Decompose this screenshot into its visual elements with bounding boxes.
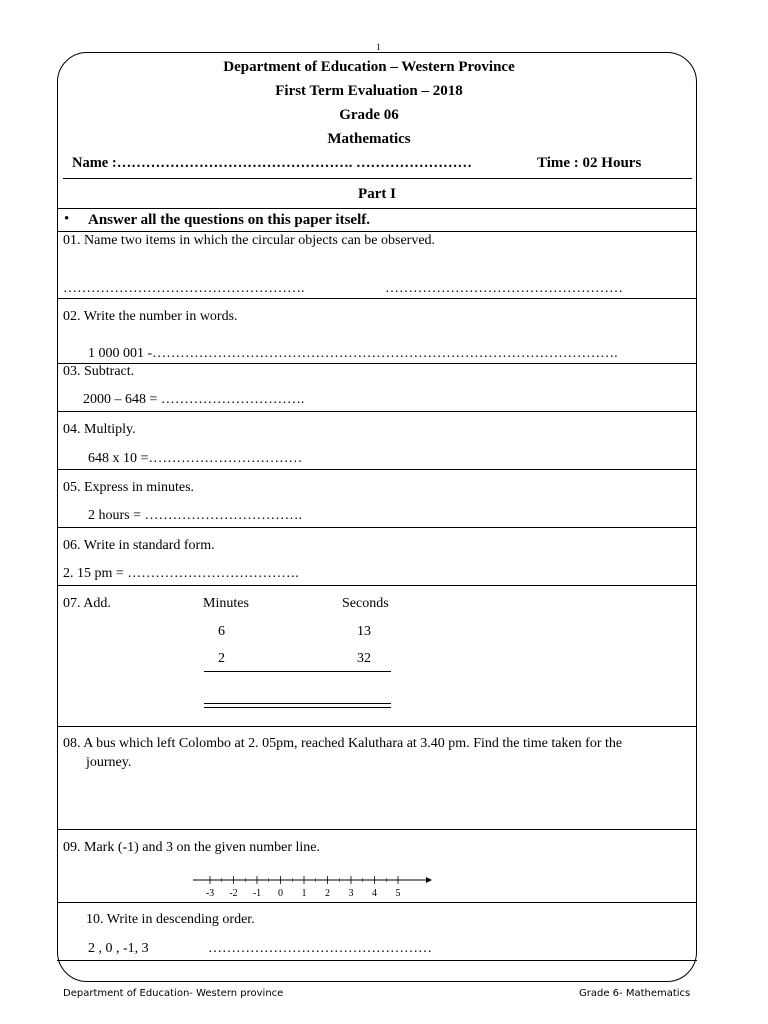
question-9: 09. Mark (-1) and 3 on the given number line. — [63, 840, 320, 855]
footer-left: Department of Education- Western province — [63, 988, 284, 999]
name-field[interactable]: Name :…………………………………………. …………………… — [72, 155, 472, 171]
divider — [57, 231, 697, 232]
number-line-label: 5 — [395, 888, 401, 899]
q4-answer[interactable]: 648 x 10 =…………………………… — [88, 451, 303, 466]
time-label: Time : 02 Hours — [537, 155, 642, 171]
instruction-text: Answer all the questions on this paper itself. — [88, 212, 370, 228]
question-2: 02. Write the number in words. — [63, 309, 238, 324]
question-1: 01. Name two items in which the circular objects can be observed. — [63, 233, 436, 248]
subject-title: Mathematics — [327, 131, 411, 147]
question-8: 08. A bus which left Colombo at 2. 05pm, reached Kaluthara at 3.40 pm. Find the time taken for the — [63, 736, 623, 751]
divider — [57, 829, 697, 830]
question-6: 06. Write in standard form. — [63, 538, 215, 553]
page-number: 1 — [376, 42, 381, 52]
question-4: 04. Multiply. — [63, 422, 136, 437]
number-line-label: -2 — [229, 888, 238, 899]
part-heading: Part I — [358, 186, 396, 202]
number-line-label: 1 — [301, 888, 307, 899]
q10-answer[interactable]: ………………………………………… — [208, 941, 432, 956]
question-5: 05. Express in minutes. — [63, 480, 195, 495]
q7-seconds-header: Seconds — [342, 596, 389, 611]
footer-right: Grade 6- Mathematics — [579, 988, 691, 999]
q7-row2-minutes: 2 — [218, 651, 225, 666]
divider — [57, 208, 697, 209]
q2-answer[interactable]: 1 000 001 -………………………………………………………………………………………. — [88, 346, 618, 361]
divider — [57, 363, 697, 364]
q3-answer[interactable]: 2000 – 648 = …………………………. — [83, 392, 305, 407]
number-line-label: 0 — [278, 888, 283, 899]
divider — [57, 585, 697, 586]
number-line-label: -1 — [252, 888, 262, 899]
q7-minutes-header: Minutes — [203, 596, 249, 611]
q5-answer[interactable]: 2 hours = ……………………………. — [88, 508, 303, 523]
question-7: 07. Add. — [63, 596, 111, 611]
number-line-label: 3 — [348, 888, 354, 899]
question-10: 10. Write in descending order. — [86, 912, 255, 927]
q10-numbers: 2 , 0 , -1, 3 — [88, 941, 149, 956]
bullet-icon: • — [64, 211, 70, 227]
divider — [57, 469, 697, 470]
question-8-continued: journey. — [86, 755, 132, 770]
number-line-label: 4 — [372, 888, 377, 899]
divider — [57, 411, 697, 412]
q1-answer-blank-1[interactable]: ……………………………………………. — [63, 281, 305, 296]
q7-row2-seconds: 32 — [357, 651, 371, 666]
divider — [63, 178, 692, 179]
divider — [57, 726, 697, 727]
exam-title: First Term Evaluation – 2018 — [275, 83, 463, 99]
answer-box[interactable] — [204, 703, 391, 708]
question-3: 03. Subtract. — [63, 364, 135, 379]
q1-answer-blank-2[interactable]: …………………………………………… — [385, 281, 623, 296]
q7-row1-minutes: 6 — [218, 624, 225, 639]
grade-title: Grade 06 — [339, 107, 399, 123]
number-line-label: -3 — [205, 888, 215, 899]
divider — [57, 960, 697, 961]
q7-row1-seconds: 13 — [357, 624, 371, 639]
number-line[interactable] — [190, 868, 450, 900]
department-title: Department of Education – Western Province — [223, 59, 515, 75]
divider — [57, 527, 697, 528]
q6-answer[interactable]: 2. 15 pm = ………………………………. — [63, 566, 299, 581]
sum-line — [204, 671, 391, 672]
divider — [57, 298, 697, 299]
number-line-label: 2 — [325, 888, 330, 899]
divider — [57, 902, 697, 903]
